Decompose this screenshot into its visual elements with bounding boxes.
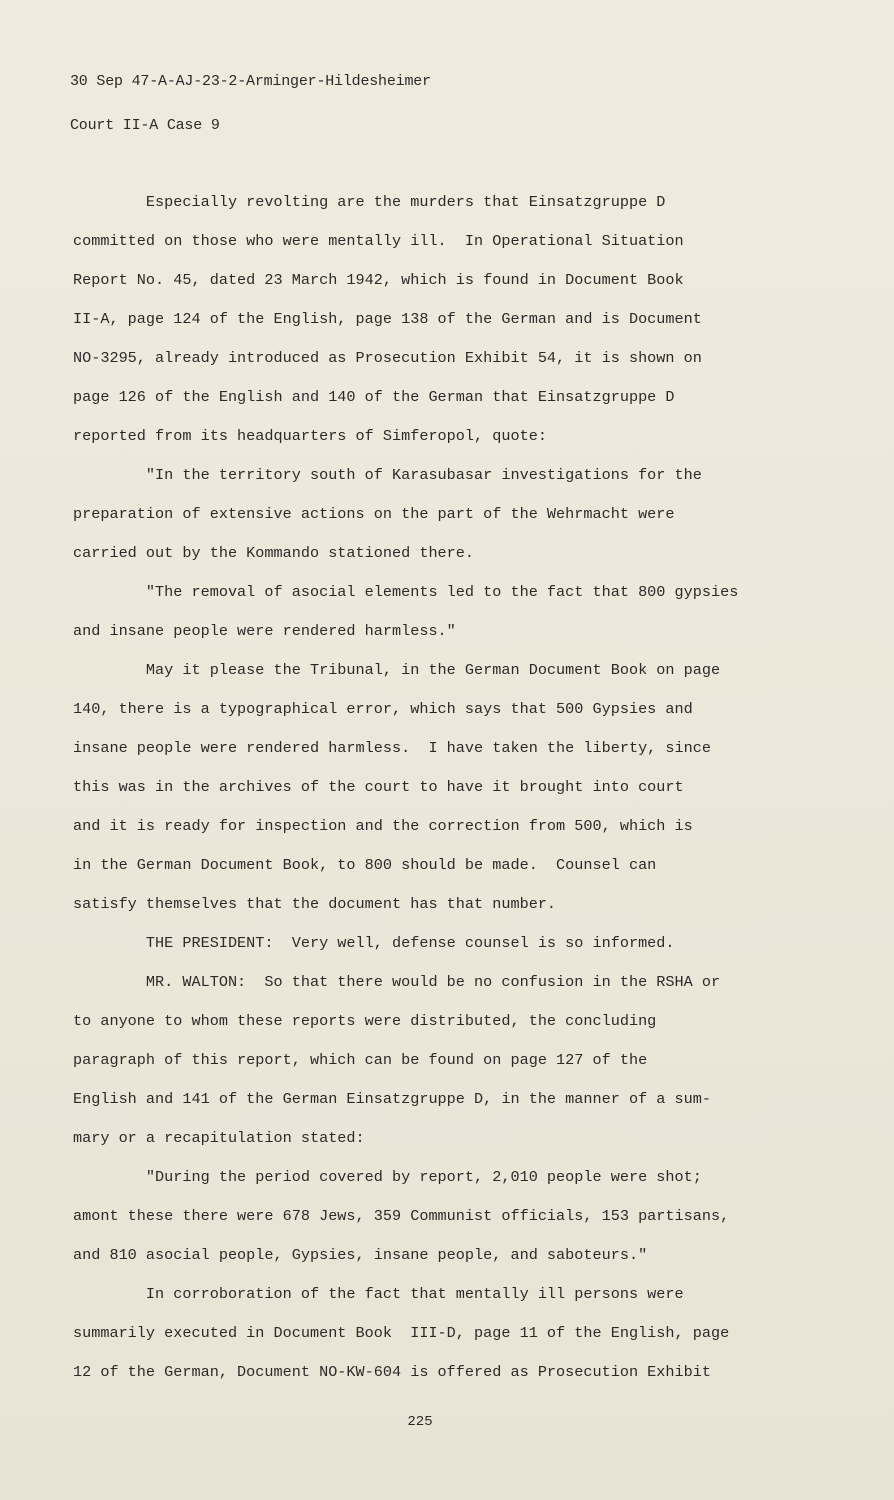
text-line: "In the territory south of Karasubasar investigations for the bbox=[73, 466, 702, 484]
text-line: to anyone to whom these reports were distributed, the concluding bbox=[73, 1012, 657, 1030]
text-line: committed on those who were mentally ill. In Operational Situation bbox=[73, 232, 684, 250]
text-line: insane people were rendered harmless. I have taken the liberty, since bbox=[73, 739, 711, 757]
text-line: summarily executed in Document Book III-D, page 11 of the English, page bbox=[73, 1324, 730, 1342]
text-line: 12 of the German, Document NO-KW-604 is offered as Prosecution Exhibit bbox=[73, 1363, 711, 1381]
text-line: 140, there is a typographical error, which says that 500 Gypsies and bbox=[73, 700, 693, 718]
text-line: carried out by the Kommando stationed there. bbox=[73, 544, 475, 562]
text-line: MR. WALTON: So that there would be no confusion in the RSHA or bbox=[73, 973, 721, 991]
transcript-body bbox=[73, 183, 773, 1392]
text-line: NO-3295, already introduced as Prosecution Exhibit 54, it is shown on bbox=[73, 349, 702, 367]
text-line: amont these there were 678 Jews, 359 Communist officials, 153 partisans, bbox=[73, 1207, 730, 1225]
header-court: Court II-A Case 9 bbox=[70, 117, 220, 134]
text-line: Report No. 45, dated 23 March 1942, which is found in Document Book bbox=[73, 271, 684, 289]
header-reference: 30 Sep 47-A-AJ-23-2-Arminger-Hildesheimer bbox=[70, 73, 431, 90]
text-line: preparation of extensive actions on the part of the Wehrmacht were bbox=[73, 505, 675, 523]
text-line: satisfy themselves that the document has that number. bbox=[73, 895, 557, 913]
text-line: "During the period covered by report, 2,010 people were shot; bbox=[73, 1168, 702, 1186]
text-line: this was in the archives of the court to have it brought into court bbox=[73, 778, 684, 796]
text-line: In corroboration of the fact that mentally ill persons were bbox=[73, 1285, 684, 1303]
text-line: and 810 asocial people, Gypsies, insane people, and saboteurs." bbox=[73, 1246, 648, 1264]
text-line: II-A, page 124 of the English, page 138 of the German and is Document bbox=[73, 310, 702, 328]
text-line: reported from its headquarters of Simferopol, quote: bbox=[73, 427, 547, 445]
text-line: page 126 of the English and 140 of the German that Einsatzgruppe D bbox=[73, 388, 675, 406]
text-line: mary or a recapitulation stated: bbox=[73, 1129, 365, 1147]
text-line: "The removal of asocial elements led to the fact that 800 gypsies bbox=[73, 583, 739, 601]
text-line: THE PRESIDENT: Very well, defense counsel is so informed. bbox=[73, 934, 675, 952]
text-line: Especially revolting are the murders that Einsatzgruppe D bbox=[73, 193, 666, 211]
text-line: and insane people were rendered harmless." bbox=[73, 622, 456, 640]
text-line: and it is ready for inspection and the correction from 500, which is bbox=[73, 817, 693, 835]
text-line: English and 141 of the German Einsatzgruppe D, in the manner of a sum- bbox=[73, 1090, 711, 1108]
text-line: May it please the Tribunal, in the German Document Book on page bbox=[73, 661, 721, 679]
page-number: 225 bbox=[407, 1414, 433, 1430]
text-line: paragraph of this report, which can be found on page 127 of the bbox=[73, 1051, 648, 1069]
text-line: in the German Document Book, to 800 should be made. Counsel can bbox=[73, 856, 657, 874]
